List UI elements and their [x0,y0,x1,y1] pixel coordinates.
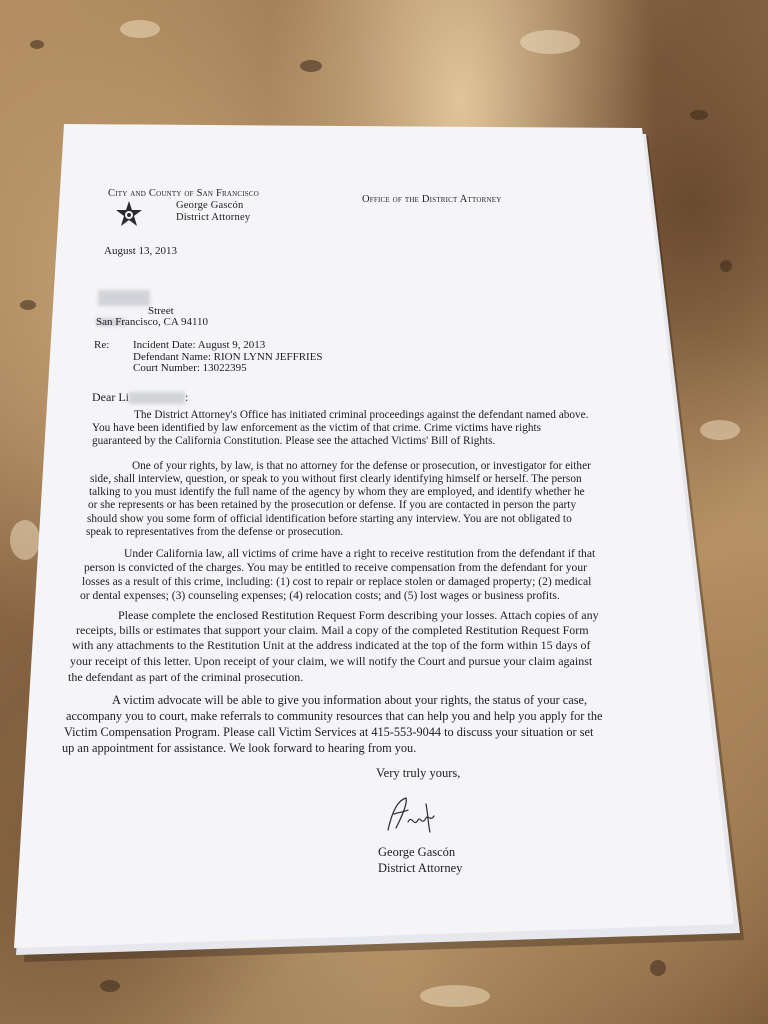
p5-line-3: Victim Compensation Program. Please call Victim Services at 415-553-9044 to discuss your situation or set [64,725,594,739]
letterhead-org: City and County of San Francisco [108,188,259,199]
p4-line-4: your receipt of this letter. Upon receipt of your claim, we will notify the Court and pursue your claim against [70,654,593,668]
p4-line-5: the defendant as part of the criminal prosecution. [68,670,304,684]
salutation [92,390,188,405]
re-label: Re: [94,339,110,351]
redacted-name [98,290,150,306]
p5-line-4: up an appointment for assistance. We look forward to hearing from you. [62,741,417,755]
p2-line-3: talking to you must identify the full name of the agency by whom they are employed, and identify whether he [89,486,585,498]
salutation-start: Dear Li [92,390,129,404]
p4-line-2: receipts, bills or estimates that support your claim. Mail a copy of the completed Restitution Request Form [76,623,589,637]
re-defendant: Defendant Name: RION LYNN JEFFRIES [133,351,323,363]
address-street: Street [148,305,174,317]
signer-name: George Gascón [378,845,456,859]
letterhead-office: Office of the District Attorney [362,194,502,205]
p2-line-1: One of your rights, by law, is that no attorney for the defense or prosecution, or investigator for either [132,460,591,472]
star-seal-icon [114,200,144,230]
signer-title: District Attorney [378,861,463,875]
p2-line-4: or she represents or has been retained by the prosecution or defense. If you are contacted in person the party [88,499,577,511]
redacted-first-name [129,392,185,404]
salutation-end: : [184,390,189,404]
p3-line-1: Under California law, all victims of crime have a right to receive restitution from the defendant if that [124,547,596,560]
p2-line-2: side, shall interview, question, or speak to you without first clearly identifying himself or herself. The person [90,473,582,485]
letterhead-name: George Gascón [176,200,244,211]
p4-line-3: with any attachments to the Restitution Unit at the address indicated at the top of the form within 15 days of [72,638,591,652]
letterhead-title: District Attorney [176,212,251,223]
p2-line-5: should show you some form of official identification before starting any interview. You are not obligated to [87,513,572,525]
p1-line-3: guaranteed by the California Constitution. Please see the attached Victims' Bill of Rights. [92,435,496,447]
p5-line-1: A victim advocate will be able to give you information about your rights, the status of your case, [112,693,588,707]
signature-mark [378,790,450,842]
p2-line-6: speak to representatives from the defense or prosecution. [86,526,344,538]
p1-line-1: The District Attorney's Office has initiated criminal proceedings against the defendant named above. [134,409,589,421]
p4-line-1: Please complete the enclosed Restitution Request Form describing your losses. Attach copies of any [118,608,599,622]
re-incident: Incident Date: August 9, 2013 [133,339,266,351]
p3-line-3: losses as a result of this crime, including: (1) cost to repair or replace stolen or damaged property; (2) medical [82,575,592,588]
p3-line-2: person is convicted of the charges. You may be entitled to receive compensation from the defendant for your [84,561,587,574]
p3-line-4: or dental expenses; (3) counseling expenses; (4) relocation costs; and (5) lost wages or business profits. [80,589,560,602]
address-city: San Francisco, CA 94110 [96,316,209,328]
letter-date: August 13, 2013 [104,245,178,257]
closing: Very truly yours, [376,766,461,780]
p5-line-2: accompany you to court, make referrals to community resources that can help you and help you apply for the [66,709,603,723]
p1-line-2: You have been identified by law enforcement as the victim of that crime. Crime victims have rights [92,422,542,434]
re-court-number: Court Number: 13022395 [133,362,247,374]
